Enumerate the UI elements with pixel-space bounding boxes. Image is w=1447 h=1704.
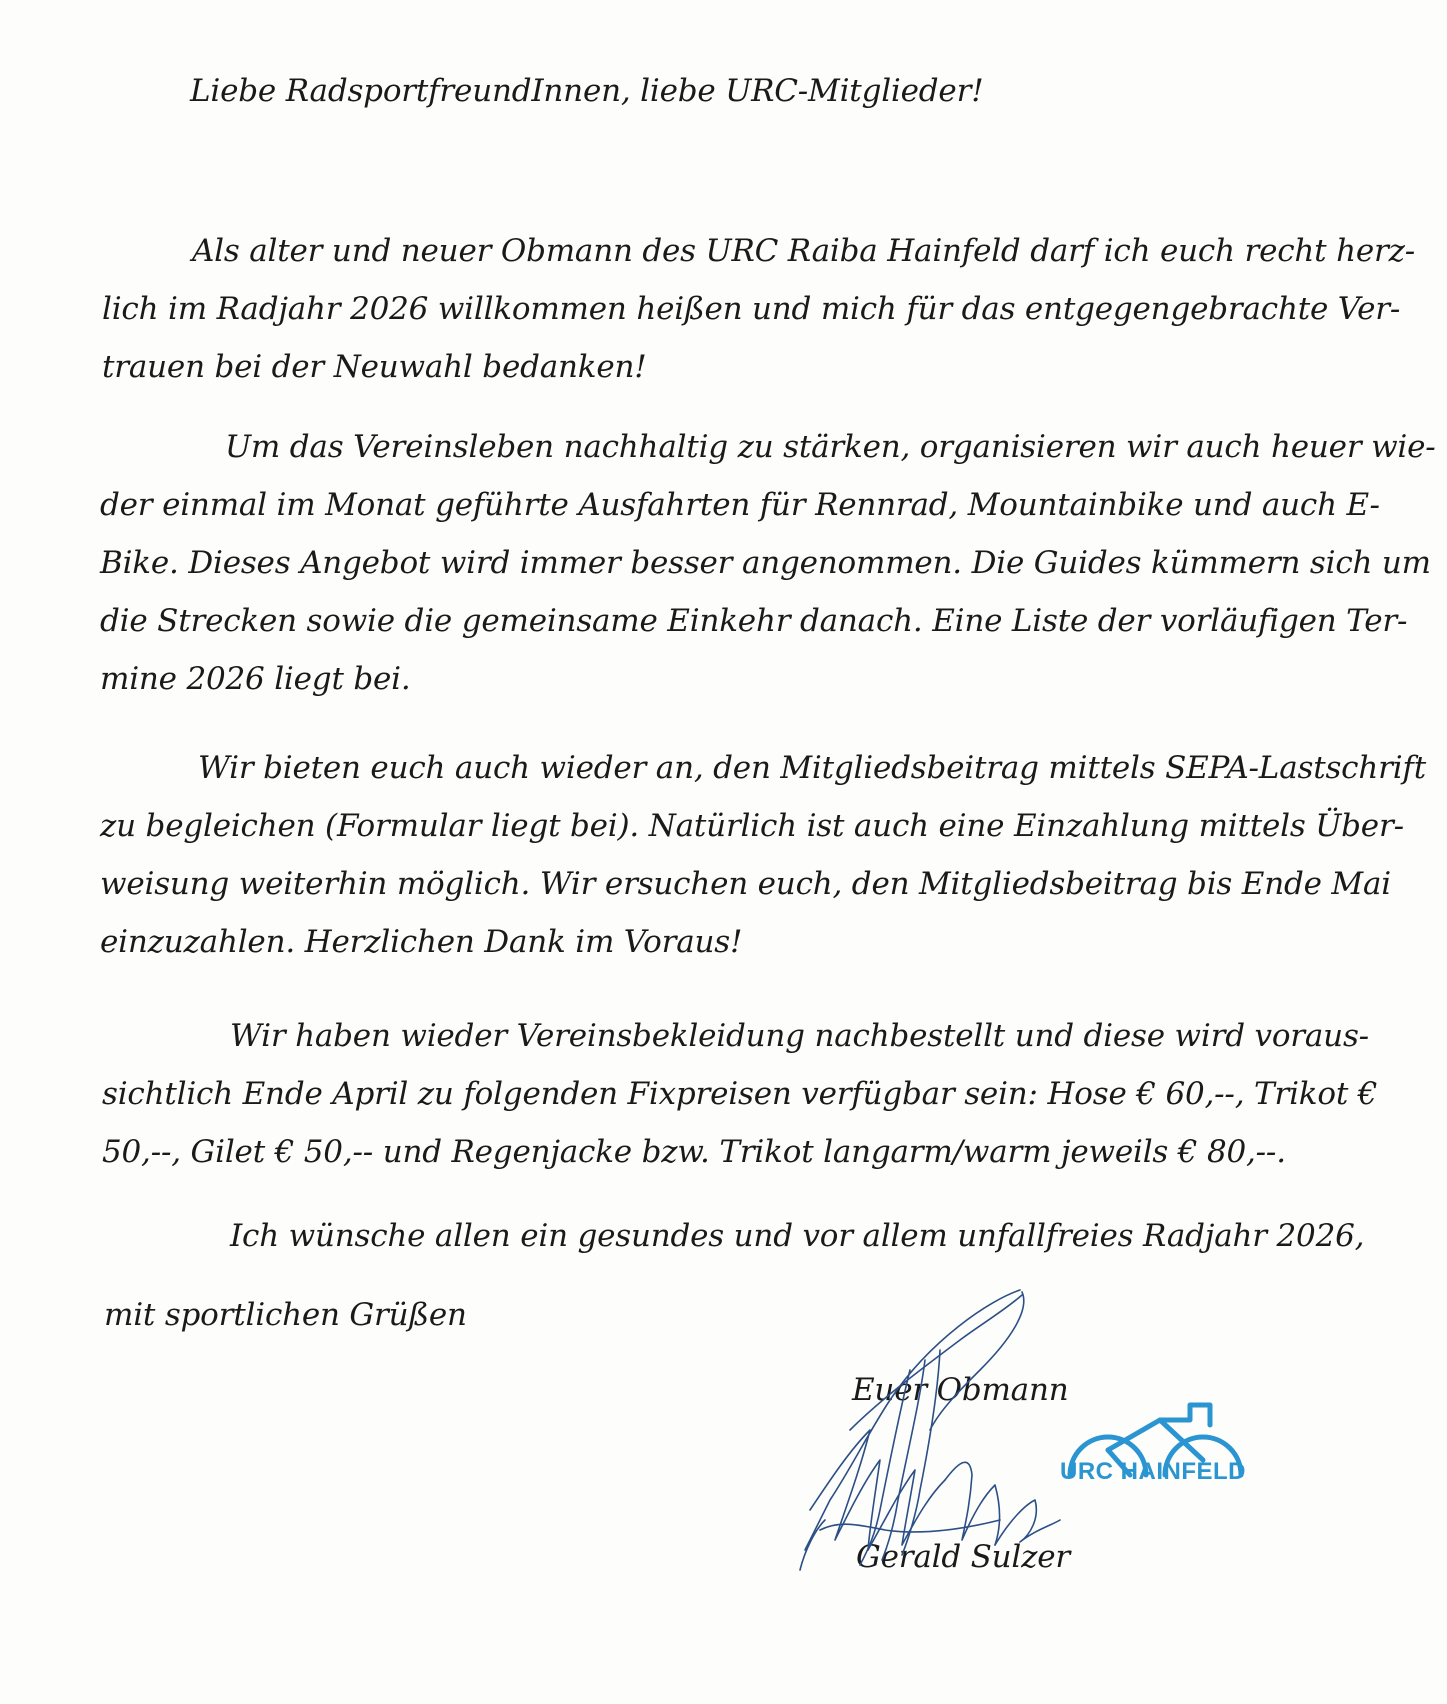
paragraph-line: Wir bieten euch auch wieder an, den Mitgliedsbeitrag mittels SEPA-Lastschrift xyxy=(198,750,1426,786)
paragraph-line: einzuzahlen. Herzlichen Dank im Voraus! xyxy=(100,924,743,960)
paragraph-line: Ich wünsche allen ein gesundes und vor allem unfallfreies Radjahr 2026, xyxy=(230,1218,1365,1254)
paragraph-line: lich im Radjahr 2026 willkommen heißen und mich für das entgegengebrachte Ver- xyxy=(102,291,1401,327)
closing: mit sportlichen Grüßen xyxy=(104,1297,467,1333)
paragraph-4 xyxy=(102,1007,1377,1181)
paragraph-line: Als alter und neuer Obmann des URC Raiba Hainfeld darf ich euch recht herz- xyxy=(192,233,1416,269)
paragraph-line: Um das Vereinsleben nachhaltig zu stärken, organisieren wir auch heuer wie- xyxy=(225,429,1436,465)
paragraph-1 xyxy=(102,222,1415,396)
paragraph-line: sichtlich Ende April zu folgenden Fixpreisen verfügbar sein: Hose € 60,--, Trikot € xyxy=(102,1076,1378,1112)
club-stamp-logo xyxy=(1060,1380,1260,1520)
paragraph-line: der einmal im Monat geführte Ausfahrten für Rennrad, Mountainbike und auch E- xyxy=(100,487,1380,523)
paragraph-line: mine 2026 liegt bei. xyxy=(100,661,411,697)
signature-name: Gerald Sulzer xyxy=(856,1539,1071,1575)
handwritten-signature xyxy=(790,1280,1090,1580)
paragraph-line: weisung weiterhin möglich. Wir ersuchen euch, den Mitgliedsbeitrag bis Ende Mai xyxy=(100,866,1391,902)
bicycle-icon xyxy=(1060,1380,1260,1520)
paragraph-line: 50,--, Gilet € 50,-- und Regenjacke bzw. Trikot langarm/warm jeweils € 80,--. xyxy=(102,1134,1286,1170)
paragraph-5 xyxy=(230,1207,1364,1265)
stamp-text: URC HAINFELD xyxy=(1060,1458,1246,1485)
paragraph-line: zu begleichen (Formular liegt bei). Natürlich ist auch eine Einzahlung mittels Über- xyxy=(100,808,1404,844)
paragraph-line: Wir haben wieder Vereinsbekleidung nachbestellt und diese wird voraus- xyxy=(230,1018,1369,1054)
paragraph-line: trauen bei der Neuwahl bedanken! xyxy=(102,349,647,385)
paragraph-3 xyxy=(100,739,1426,971)
salutation: Liebe RadsportfreundInnen, liebe URC-Mitglieder! xyxy=(190,73,984,109)
paragraph-2 xyxy=(100,418,1436,708)
paragraph-line: Bike. Dieses Angebot wird immer besser angenommen. Die Guides kümmern sich um xyxy=(100,545,1431,581)
signature-role: Euer Obmann xyxy=(852,1372,1069,1408)
paragraph-line: die Strecken sowie die gemeinsame Einkehr danach. Eine Liste der vorläufigen Ter- xyxy=(100,603,1408,639)
